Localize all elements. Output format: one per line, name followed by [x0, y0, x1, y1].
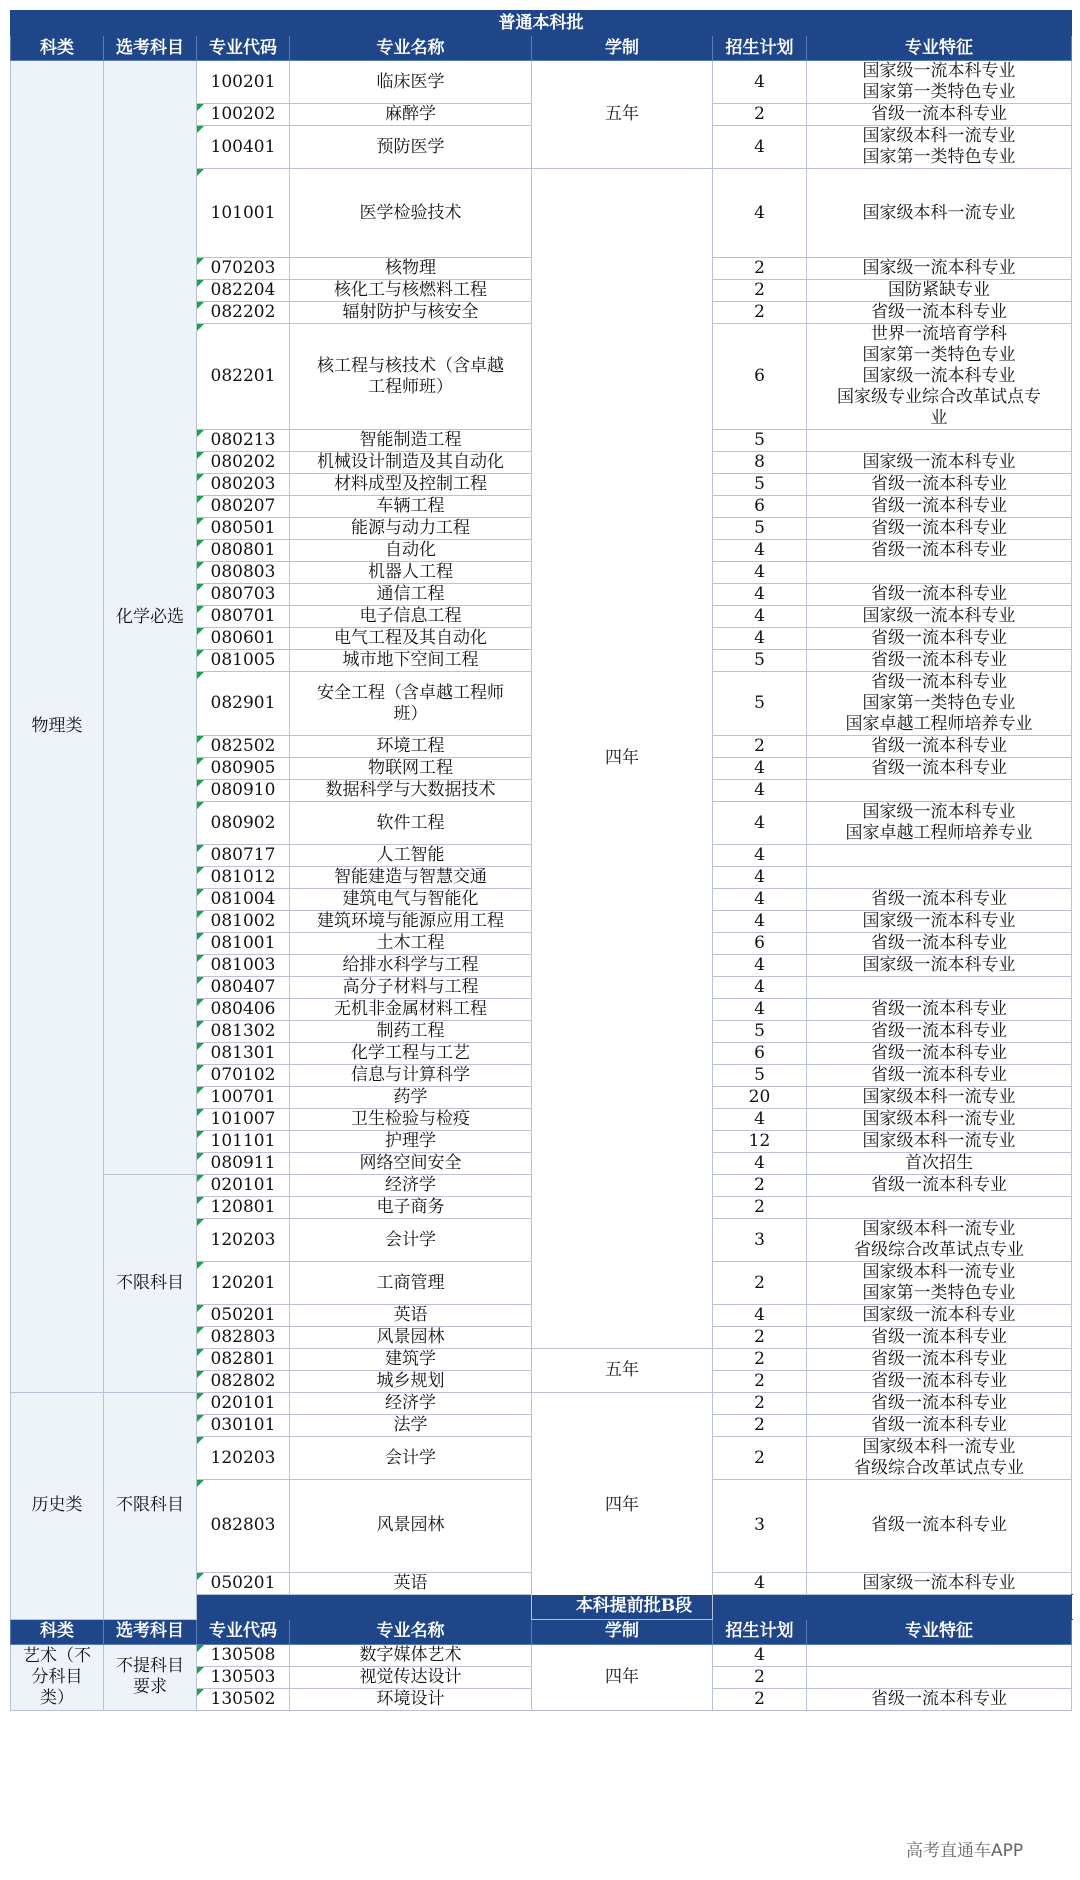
major-name: 城乡规划: [290, 1371, 532, 1393]
major-code: 082803: [197, 1480, 290, 1573]
major-name: 工商管理: [290, 1262, 532, 1305]
major-name: 城市地下空间工程: [290, 650, 532, 672]
major-name: 英语: [290, 1572, 532, 1594]
major-code: 101007: [197, 1109, 290, 1131]
plan-count: 4: [713, 606, 807, 628]
duration-cell: 四年: [532, 169, 713, 1349]
major-feature: 省级一流本科专业: [807, 474, 1072, 496]
major-name: 会计学: [290, 1219, 532, 1262]
major-feature: 省级一流本科专业: [807, 1371, 1072, 1393]
major-name: 电子商务: [290, 1197, 532, 1219]
major-feature: 首次招生: [807, 1153, 1072, 1175]
major-name: 会计学: [290, 1437, 532, 1480]
major-feature: 省级一流本科专业: [807, 933, 1072, 955]
major-name: 土木工程: [290, 933, 532, 955]
plan-count: 4: [713, 889, 807, 911]
header-subject: 选考科目: [104, 1619, 197, 1644]
major-feature: 省级一流本科专业: [807, 999, 1072, 1021]
major-code: 081012: [197, 867, 290, 889]
major-name: 给排水科学与工程: [290, 955, 532, 977]
plan-count: 4: [713, 169, 807, 258]
major-feature: 国家级一流本科专业: [807, 452, 1072, 474]
plan-count: 4: [713, 1572, 807, 1594]
header-major: 专业名称: [290, 1619, 532, 1644]
plan-count: 5: [713, 1065, 807, 1087]
major-code: 081005: [197, 650, 290, 672]
plan-count: 2: [713, 1349, 807, 1371]
major-feature: 国家级本科一流专业: [807, 1087, 1072, 1109]
major-code: 080703: [197, 584, 290, 606]
major-name: 智能建造与智慧交通: [290, 867, 532, 889]
major-name: 车辆工程: [290, 496, 532, 518]
plan-count: 4: [713, 845, 807, 867]
plan-count: 4: [713, 911, 807, 933]
major-feature: 省级一流本科专业: [807, 1175, 1072, 1197]
plan-count: 2: [713, 1415, 807, 1437]
category-cell: 艺术（不 分科目 类）: [11, 1644, 104, 1710]
major-feature: 国家级本科一流专业: [807, 1131, 1072, 1153]
section-title: 普通本科批: [11, 11, 1072, 36]
header-code: 专业代码: [197, 36, 290, 61]
major-name: 核工程与核技术（含卓越 工程师班）: [290, 324, 532, 430]
major-feature: [807, 845, 1072, 867]
major-feature: 省级一流本科专业: [807, 758, 1072, 780]
major-name: 经济学: [290, 1175, 532, 1197]
plan-count: 4: [713, 802, 807, 845]
major-name: 数据科学与大数据技术: [290, 780, 532, 802]
plan-count: 4: [713, 1109, 807, 1131]
section-title: 本科提前批B段: [197, 1594, 1072, 1619]
major-feature: 省级一流本科专业: [807, 584, 1072, 606]
plan-count: 4: [713, 61, 807, 104]
header-feature: 专业特征: [807, 36, 1072, 61]
header-category: 科类: [11, 1619, 104, 1644]
major-code: 130502: [197, 1688, 290, 1710]
plan-count: 4: [713, 955, 807, 977]
major-name: 卫生检验与检疫: [290, 1109, 532, 1131]
major-code: 050201: [197, 1572, 290, 1594]
major-name: 风景园林: [290, 1480, 532, 1573]
plan-count: 2: [713, 1437, 807, 1480]
major-feature: 省级一流本科专业: [807, 518, 1072, 540]
major-code: 101001: [197, 169, 290, 258]
section-title-row: [11, 11, 1072, 36]
major-code: 082201: [197, 324, 290, 430]
category-cell: 物理类: [11, 61, 104, 1393]
table-row: [11, 1393, 1072, 1415]
major-feature: 国家级一流本科专业 国家第一类特色专业: [807, 61, 1072, 104]
major-code: 100202: [197, 104, 290, 126]
major-code: 082502: [197, 736, 290, 758]
major-feature: 世界一流培育学科 国家第一类特色专业 国家级一流本科专业 国家级专业综合改革试点专 业: [807, 324, 1072, 430]
major-code: 080905: [197, 758, 290, 780]
plan-count: 2: [713, 1666, 807, 1688]
plan-count: 2: [713, 1197, 807, 1219]
table-row: [11, 61, 1072, 104]
major-code: 080601: [197, 628, 290, 650]
major-code: 082204: [197, 280, 290, 302]
major-name: 网络空间安全: [290, 1153, 532, 1175]
major-feature: 省级一流本科专业: [807, 302, 1072, 324]
subject-cell: 化学必选: [104, 61, 197, 1175]
major-code: 082202: [197, 302, 290, 324]
plan-count: 4: [713, 867, 807, 889]
major-name: 环境工程: [290, 736, 532, 758]
major-code: 080701: [197, 606, 290, 628]
major-name: 化学工程与工艺: [290, 1043, 532, 1065]
subject-cell: 不限科目: [104, 1175, 197, 1393]
major-feature: 国家级一流本科专业: [807, 606, 1072, 628]
major-feature: 省级一流本科专业: [807, 1043, 1072, 1065]
plan-count: 5: [713, 518, 807, 540]
major-feature: 国家级本科一流专业 国家第一类特色专业: [807, 126, 1072, 169]
header-plan: 招生计划: [713, 36, 807, 61]
major-feature: 省级一流本科专业: [807, 736, 1072, 758]
plan-count: 4: [713, 999, 807, 1021]
duration-cell: 四年: [532, 1393, 713, 1620]
plan-count: 6: [713, 933, 807, 955]
major-code: 080213: [197, 430, 290, 452]
plan-count: 4: [713, 628, 807, 650]
plan-count: 5: [713, 430, 807, 452]
major-code: 081302: [197, 1021, 290, 1043]
major-name: 自动化: [290, 540, 532, 562]
plan-count: 4: [713, 1153, 807, 1175]
major-name: 风景园林: [290, 1327, 532, 1349]
major-name: 电气工程及其自动化: [290, 628, 532, 650]
plan-count: 3: [713, 1219, 807, 1262]
major-name: 核物理: [290, 258, 532, 280]
major-name: 预防医学: [290, 126, 532, 169]
plan-count: 4: [713, 126, 807, 169]
major-feature: 国家级本科一流专业: [807, 1109, 1072, 1131]
plan-count: 8: [713, 452, 807, 474]
plan-count: 2: [713, 1688, 807, 1710]
major-code: 082802: [197, 1371, 290, 1393]
major-code: 130503: [197, 1666, 290, 1688]
plan-count: 4: [713, 562, 807, 584]
category-cell: 历史类: [11, 1393, 104, 1620]
plan-count: 2: [713, 1175, 807, 1197]
major-name: 电子信息工程: [290, 606, 532, 628]
major-code: 080501: [197, 518, 290, 540]
plan-count: 4: [713, 780, 807, 802]
major-name: 英语: [290, 1305, 532, 1327]
major-feature: 省级一流本科专业: [807, 1349, 1072, 1371]
header-subject: 选考科目: [104, 36, 197, 61]
major-feature: 国家级本科一流专业 国家第一类特色专业: [807, 1262, 1072, 1305]
major-feature: 国家级一流本科专业: [807, 955, 1072, 977]
major-feature: 省级一流本科专业: [807, 1065, 1072, 1087]
major-code: 130508: [197, 1644, 290, 1666]
major-name: 法学: [290, 1415, 532, 1437]
major-code: 100401: [197, 126, 290, 169]
table-header-row: [11, 1619, 1072, 1644]
major-code: 081003: [197, 955, 290, 977]
major-code: 020101: [197, 1393, 290, 1415]
plan-count: 5: [713, 650, 807, 672]
major-name: 信息与计算科学: [290, 1065, 532, 1087]
header-duration: 学制: [532, 36, 713, 61]
plan-count: 4: [713, 1644, 807, 1666]
major-name: 高分子材料与工程: [290, 977, 532, 999]
major-name: 建筑学: [290, 1349, 532, 1371]
major-name: 软件工程: [290, 802, 532, 845]
major-code: 120203: [197, 1219, 290, 1262]
major-code: 100701: [197, 1087, 290, 1109]
plan-count: 12: [713, 1131, 807, 1153]
major-feature: [807, 562, 1072, 584]
plan-count: 20: [713, 1087, 807, 1109]
major-code: 100201: [197, 61, 290, 104]
major-code: 081301: [197, 1043, 290, 1065]
major-feature: [807, 1644, 1072, 1666]
major-code: 070203: [197, 258, 290, 280]
major-code: 120801: [197, 1197, 290, 1219]
major-feature: 国家级一流本科专业: [807, 911, 1072, 933]
plan-count: 2: [713, 258, 807, 280]
major-feature: 省级一流本科专业: [807, 628, 1072, 650]
major-feature: [807, 977, 1072, 999]
major-feature: 省级一流本科专业: [807, 496, 1072, 518]
header-major: 专业名称: [290, 36, 532, 61]
major-feature: [807, 780, 1072, 802]
major-feature: 省级一流本科专业: [807, 540, 1072, 562]
header-duration: 学制: [532, 1619, 713, 1644]
major-name: 经济学: [290, 1393, 532, 1415]
major-feature: [807, 1666, 1072, 1688]
major-feature: 省级一流本科专业: [807, 104, 1072, 126]
plan-count: 6: [713, 324, 807, 430]
plan-count: 6: [713, 496, 807, 518]
admission-plan-table: [10, 10, 1072, 1711]
major-feature: [807, 1197, 1072, 1219]
header-plan: 招生计划: [713, 1619, 807, 1644]
major-feature: 省级一流本科专业: [807, 1393, 1072, 1415]
major-name: 人工智能: [290, 845, 532, 867]
admission-plan-table-container: [10, 10, 1071, 1711]
plan-count: 2: [713, 280, 807, 302]
header-code: 专业代码: [197, 1619, 290, 1644]
major-code: 082801: [197, 1349, 290, 1371]
major-feature: [807, 430, 1072, 452]
major-code: 080717: [197, 845, 290, 867]
major-name: 材料成型及控制工程: [290, 474, 532, 496]
plan-count: 4: [713, 1305, 807, 1327]
plan-count: 2: [713, 302, 807, 324]
major-code: 081004: [197, 889, 290, 911]
major-feature: 省级一流本科专业: [807, 1021, 1072, 1043]
major-code: 120203: [197, 1437, 290, 1480]
major-code: 080803: [197, 562, 290, 584]
major-code: 081001: [197, 933, 290, 955]
major-feature: 国家级一流本科专业: [807, 1572, 1072, 1594]
major-code: 081002: [197, 911, 290, 933]
plan-count: 6: [713, 1043, 807, 1065]
major-code: 080202: [197, 452, 290, 474]
major-name: 环境设计: [290, 1688, 532, 1710]
plan-count: 4: [713, 540, 807, 562]
major-code: 020101: [197, 1175, 290, 1197]
major-feature: 国家级一流本科专业: [807, 1305, 1072, 1327]
plan-count: 4: [713, 977, 807, 999]
major-code: 101101: [197, 1131, 290, 1153]
major-feature: 省级一流本科专业: [807, 889, 1072, 911]
major-code: 120201: [197, 1262, 290, 1305]
subject-cell: 不提科目 要求: [104, 1644, 197, 1710]
plan-count: 5: [713, 672, 807, 736]
major-code: 080203: [197, 474, 290, 496]
major-feature: 省级一流本科专业: [807, 650, 1072, 672]
plan-count: 5: [713, 1021, 807, 1043]
major-feature: 国家级本科一流专业 省级综合改革试点专业: [807, 1219, 1072, 1262]
major-code: 080911: [197, 1153, 290, 1175]
major-name: 无机非金属材料工程: [290, 999, 532, 1021]
table-row: [11, 1644, 1072, 1666]
major-feature: 省级一流本科专业: [807, 1415, 1072, 1437]
major-feature: 省级一流本科专业: [807, 1327, 1072, 1349]
major-name: 机器人工程: [290, 562, 532, 584]
major-code: 082901: [197, 672, 290, 736]
major-code: 080406: [197, 999, 290, 1021]
plan-count: 2: [713, 1262, 807, 1305]
major-name: 建筑环境与能源应用工程: [290, 911, 532, 933]
plan-count: 2: [713, 1371, 807, 1393]
major-name: 通信工程: [290, 584, 532, 606]
duration-cell: 五年: [532, 1349, 713, 1393]
major-name: 建筑电气与智能化: [290, 889, 532, 911]
major-code: 080902: [197, 802, 290, 845]
table-header-row: [11, 36, 1072, 61]
major-feature: 国家级本科一流专业: [807, 169, 1072, 258]
major-code: 080910: [197, 780, 290, 802]
major-name: 机械设计制造及其自动化: [290, 452, 532, 474]
major-name: 麻醉学: [290, 104, 532, 126]
major-name: 视觉传达设计: [290, 1666, 532, 1688]
header-feature: 专业特征: [807, 1619, 1072, 1644]
plan-count: 2: [713, 104, 807, 126]
major-code: 080407: [197, 977, 290, 999]
subject-cell: 不限科目: [104, 1393, 197, 1620]
major-name: 医学检验技术: [290, 169, 532, 258]
major-code: 050201: [197, 1305, 290, 1327]
watermark-text: 高考直通车APP: [906, 1841, 1024, 1861]
plan-count: 5: [713, 474, 807, 496]
major-code: 070102: [197, 1065, 290, 1087]
major-name: 护理学: [290, 1131, 532, 1153]
major-name: 物联网工程: [290, 758, 532, 780]
major-name: 能源与动力工程: [290, 518, 532, 540]
plan-count: 4: [713, 758, 807, 780]
plan-count: 2: [713, 1327, 807, 1349]
plan-count: 2: [713, 736, 807, 758]
major-feature: 国防紧缺专业: [807, 280, 1072, 302]
major-code: 080207: [197, 496, 290, 518]
major-feature: [807, 867, 1072, 889]
plan-count: 3: [713, 1480, 807, 1573]
major-name: 智能制造工程: [290, 430, 532, 452]
major-code: 080801: [197, 540, 290, 562]
duration-cell: 四年: [532, 1644, 713, 1710]
major-feature: 国家级一流本科专业 国家卓越工程师培养专业: [807, 802, 1072, 845]
duration-cell: 五年: [532, 61, 713, 169]
major-name: 数字媒体艺术: [290, 1644, 532, 1666]
major-feature: 国家级本科一流专业 省级综合改革试点专业: [807, 1437, 1072, 1480]
major-name: 药学: [290, 1087, 532, 1109]
major-feature: 省级一流本科专业 国家第一类特色专业 国家卓越工程师培养专业: [807, 672, 1072, 736]
major-feature: 省级一流本科专业: [807, 1480, 1072, 1573]
major-code: 030101: [197, 1415, 290, 1437]
plan-count: 4: [713, 584, 807, 606]
major-name: 临床医学: [290, 61, 532, 104]
major-feature: 省级一流本科专业: [807, 1688, 1072, 1710]
major-code: 082803: [197, 1327, 290, 1349]
major-name: 制药工程: [290, 1021, 532, 1043]
header-category: 科类: [11, 36, 104, 61]
plan-count: 2: [713, 1393, 807, 1415]
major-name: 辐射防护与核安全: [290, 302, 532, 324]
major-name: 安全工程（含卓越工程师 班）: [290, 672, 532, 736]
major-feature: 国家级一流本科专业: [807, 258, 1072, 280]
major-name: 核化工与核燃料工程: [290, 280, 532, 302]
